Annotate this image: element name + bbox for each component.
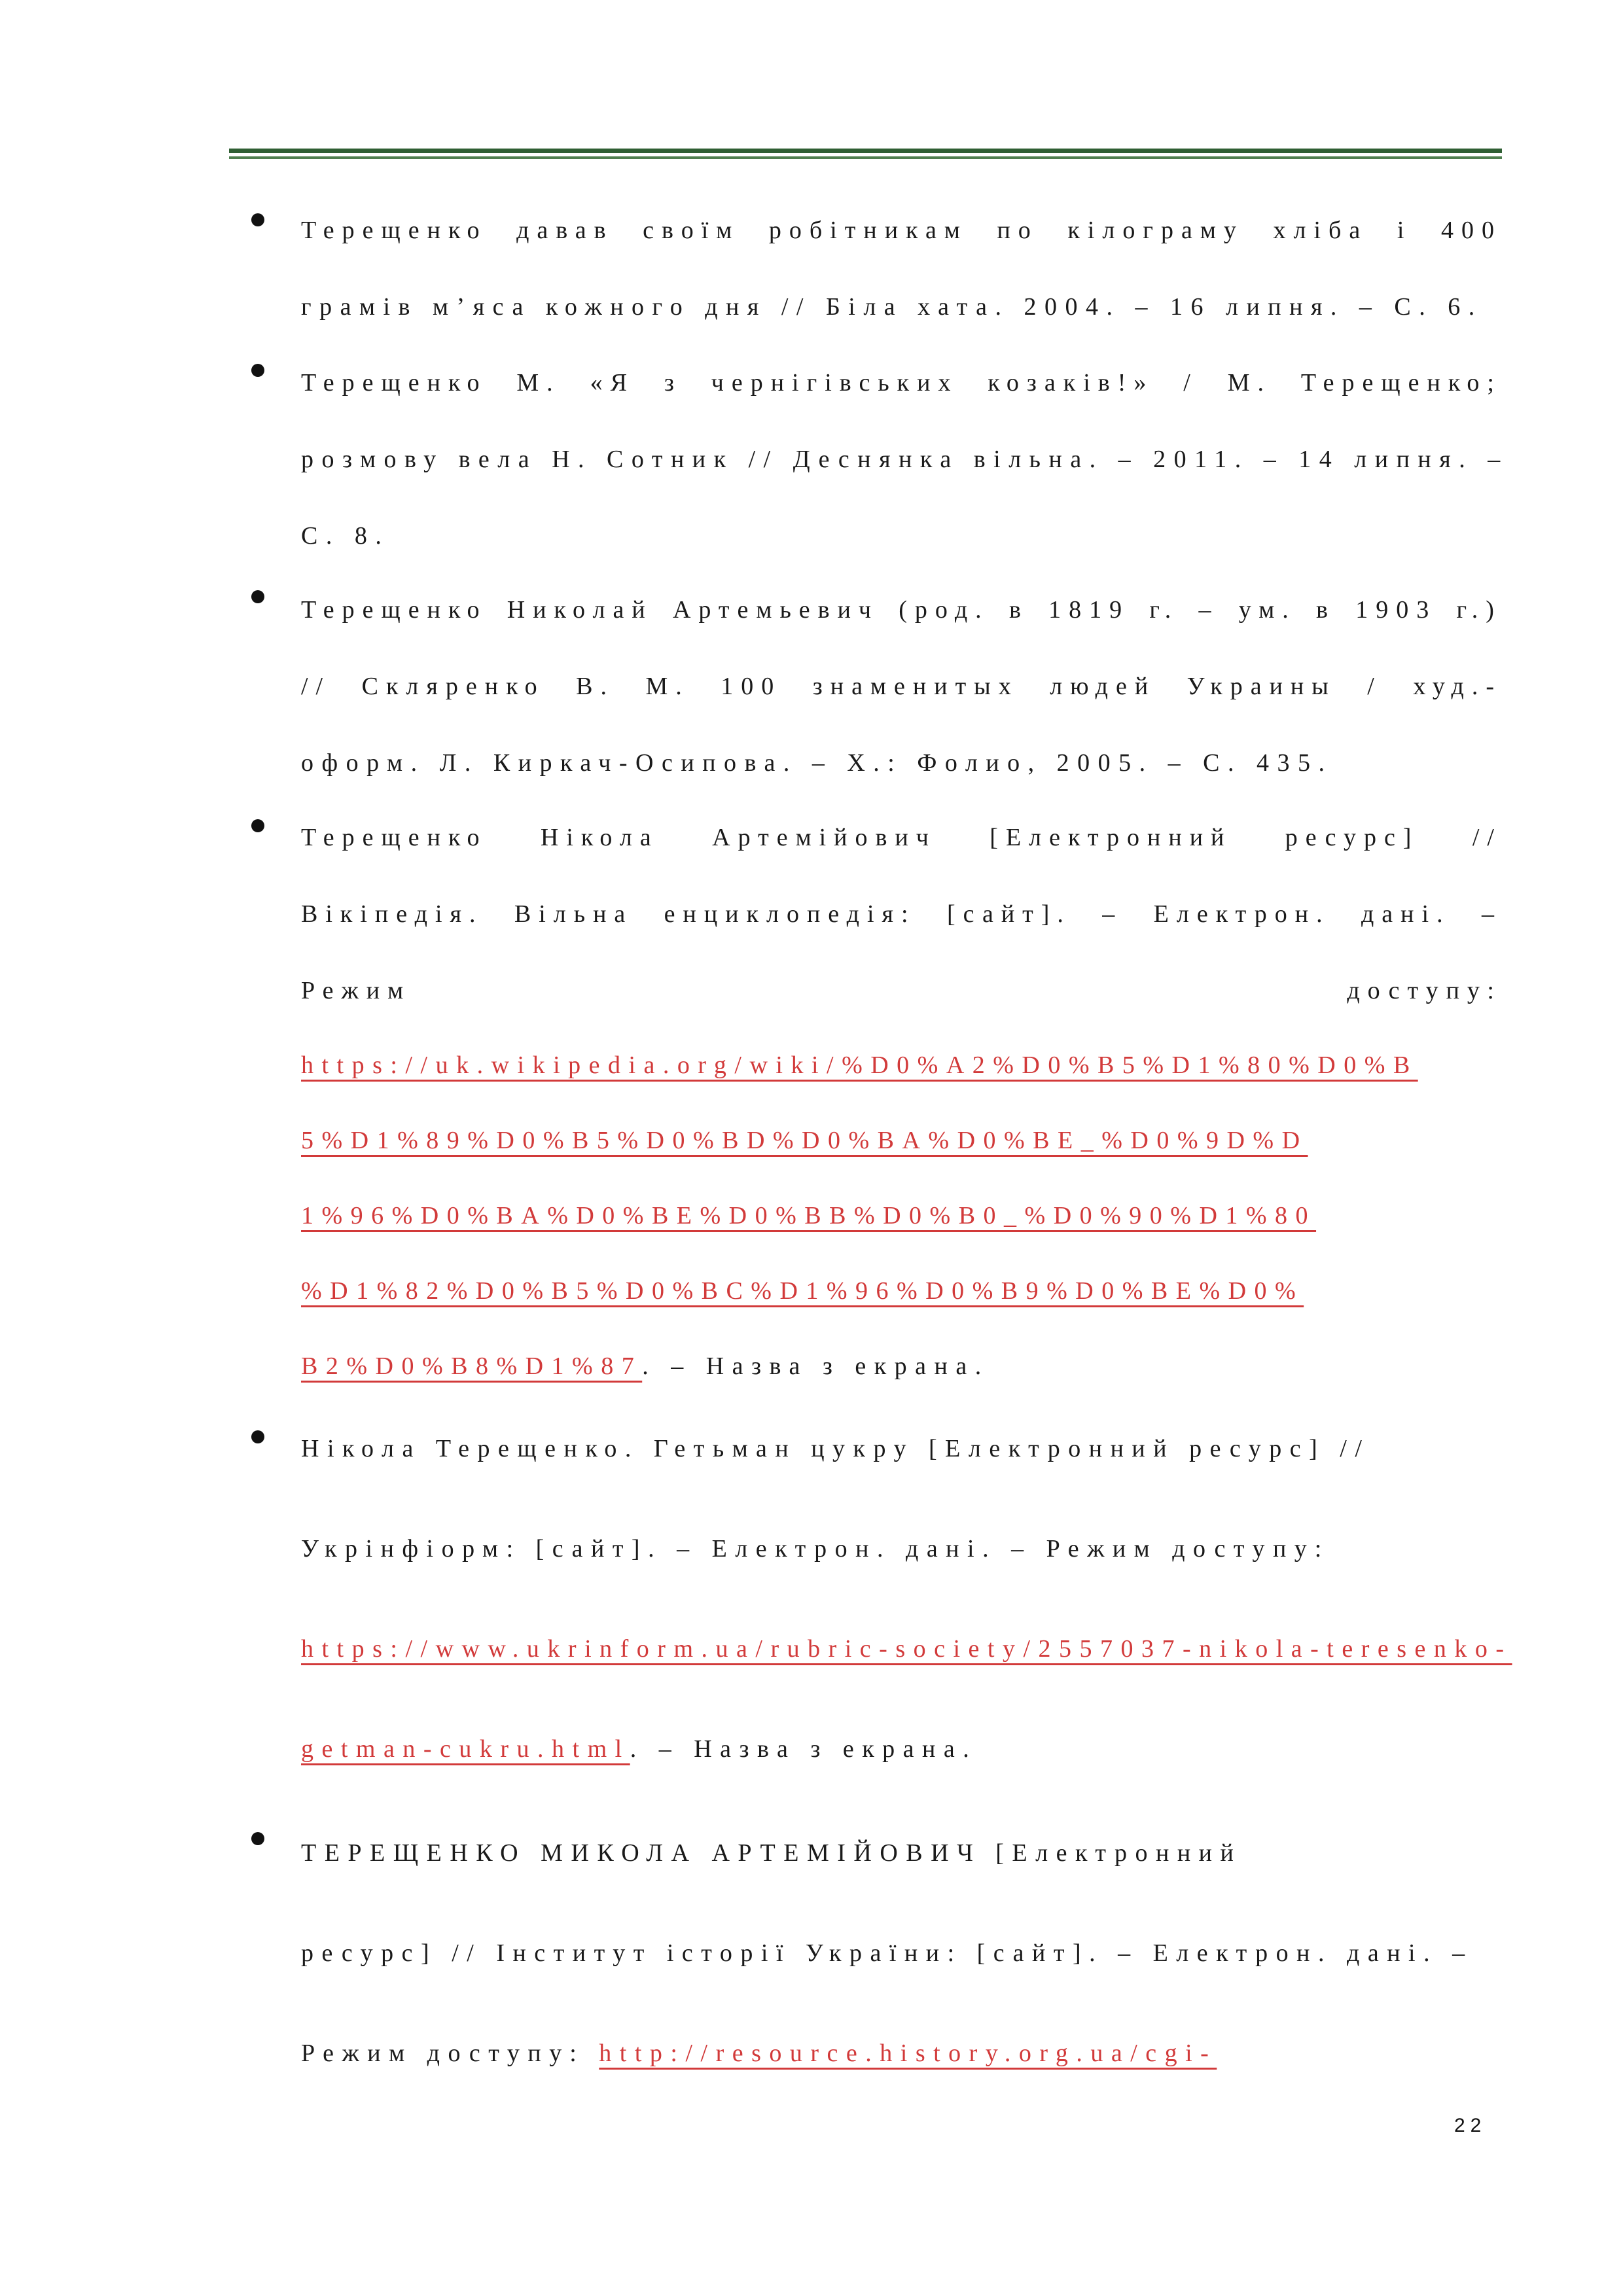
word: Терещенко xyxy=(301,824,488,851)
word: (род. xyxy=(899,596,990,624)
word: людей xyxy=(1050,673,1156,700)
word: Николай xyxy=(507,596,653,624)
bullet-icon xyxy=(251,1430,264,1443)
word: Нікола xyxy=(540,824,659,851)
word: Режим xyxy=(301,977,412,1004)
word: – xyxy=(1102,900,1123,928)
entry-line xyxy=(301,2039,1502,2068)
header-rule xyxy=(229,149,1502,153)
entry-line: грамів м’яса кожного дня // Біла хата. 2004. – 16 липня. – С. 6. xyxy=(301,293,1483,321)
ukrinform-link[interactable]: https://www.ukrinform.ua/rubric-society/2557037-nikola-teresenko- xyxy=(301,1635,1512,1663)
word: 100 xyxy=(721,673,782,700)
entry-line: ТЕРЕЩЕНКО МИКОЛА АРТЕМІЙОВИЧ [Електронний xyxy=(301,1839,1242,1867)
word: Украины xyxy=(1186,673,1336,700)
word: дані. xyxy=(1361,900,1451,928)
page-number: 22 xyxy=(1454,2115,1487,2136)
word: Вікіпедія. xyxy=(301,900,484,928)
url-line xyxy=(301,1201,1502,1230)
word: доступу: xyxy=(1347,977,1502,1004)
word: г. xyxy=(1149,596,1179,624)
entry-line: ресурс] // Інститут історії України: [сайт]. – Електрон. дані. – xyxy=(301,1939,1473,1967)
word: Артемьевич xyxy=(672,596,880,624)
wikipedia-link[interactable]: %D1%82%D0%B5%D0%BC%D1%96%D0%B9%D0%BE%D0% xyxy=(301,1277,1304,1305)
word: ум. xyxy=(1238,596,1296,624)
word: В. xyxy=(576,673,615,700)
entry-line: Укрінфіорм: [сайт]. – Електрон. дані. – Режим доступу: xyxy=(301,1535,1330,1563)
bullet-icon xyxy=(251,819,264,832)
word: 400 xyxy=(1440,217,1502,244)
bullet-icon xyxy=(251,590,264,603)
url-line xyxy=(301,1126,1502,1155)
entry-line xyxy=(301,823,1502,852)
word: Терещенко xyxy=(301,596,488,624)
url-line xyxy=(301,1051,1502,1080)
url-line xyxy=(301,1277,1502,1305)
word: – xyxy=(1198,596,1219,624)
entry-line: С. 8. xyxy=(301,522,390,550)
word: [Електронний xyxy=(990,824,1232,851)
word: і xyxy=(1397,217,1412,244)
entry-line xyxy=(301,900,1502,928)
history-org-link[interactable]: http://resource.history.org.ua/cgi- xyxy=(599,2040,1217,2067)
wikipedia-link[interactable]: https://uk.wikipedia.org/wiki/%D0%A2%D0%B5%D1%80%D0%B xyxy=(301,1051,1418,1079)
entry-line xyxy=(301,595,1502,624)
wikipedia-link[interactable]: 5%D1%89%D0%B5%D0%BD%D0%BA%D0%BE_%D0%9D%D xyxy=(301,1127,1308,1154)
word: г.) xyxy=(1456,596,1502,624)
entry-line: розмову вела Н. Сотник // Деснянка вільна. – 2011. – 14 липня. – xyxy=(301,446,1508,473)
word: по xyxy=(997,217,1039,244)
word: Терещенко xyxy=(301,217,488,244)
url-line xyxy=(301,1634,1512,1663)
word: М. xyxy=(645,673,690,700)
url-line xyxy=(301,1352,1502,1381)
word: чернігівських xyxy=(711,369,959,397)
word: своїм xyxy=(643,217,740,244)
word: Терещенко; xyxy=(1300,369,1502,397)
bullet-icon xyxy=(251,213,264,226)
word: М. xyxy=(1227,369,1272,397)
word: / xyxy=(1183,369,1198,397)
entry-line xyxy=(301,976,1502,1005)
url-line xyxy=(301,1735,1502,1763)
word: козаків!» xyxy=(988,369,1154,397)
word: давав xyxy=(516,217,614,244)
word: Артемійович xyxy=(712,824,936,851)
word: 1903 xyxy=(1355,596,1437,624)
word: – xyxy=(1481,900,1502,928)
wikipedia-link[interactable]: 1%96%D0%BA%D0%BE%D0%BB%D0%B0_%D0%90%D1%80 xyxy=(301,1202,1317,1229)
word: Електрон. xyxy=(1153,900,1330,928)
entry-line xyxy=(301,672,1502,701)
word: Скляренко xyxy=(361,673,545,700)
word: в xyxy=(1316,596,1336,624)
word: робітникам xyxy=(768,217,968,244)
word: ресурс] xyxy=(1285,824,1419,851)
word: Терещенко xyxy=(301,369,488,397)
header-rule-thin xyxy=(229,156,1502,159)
word: в xyxy=(1008,596,1029,624)
word: з xyxy=(664,369,682,397)
word: хліба xyxy=(1273,217,1368,244)
word: худ.- xyxy=(1413,673,1502,700)
word: Вільна xyxy=(514,900,633,928)
source-note: . – Назва з екрана. xyxy=(630,1735,978,1763)
word: знаменитых xyxy=(812,673,1019,700)
source-note: . – Назва з екрана. xyxy=(642,1352,990,1380)
word: // xyxy=(301,673,331,700)
entry-line xyxy=(301,368,1502,397)
bullet-icon xyxy=(251,1832,264,1845)
entry-line: Нікола Терещенко. Гетьман цукру [Електронний ресурс] // xyxy=(301,1435,1370,1462)
entry-line xyxy=(301,216,1502,245)
word: кілограму xyxy=(1067,217,1244,244)
word: [сайт]. xyxy=(946,900,1071,928)
word: 1819 xyxy=(1048,596,1130,624)
ukrinform-link[interactable]: getman-cukru.html xyxy=(301,1735,630,1763)
word: М. xyxy=(516,369,561,397)
entry-line: оформ. Л. Киркач-Осипова. – Х.: Фолио, 2005. – С. 435. xyxy=(301,749,1333,777)
word: // xyxy=(1472,824,1502,851)
word: / xyxy=(1367,673,1382,700)
word: «Я xyxy=(590,369,635,397)
wikipedia-link[interactable]: B2%D0%B8%D1%87 xyxy=(301,1352,643,1380)
access-mode-label: Режим доступу: xyxy=(301,2040,599,2067)
bullet-icon xyxy=(251,364,264,377)
word: енциклопедія: xyxy=(664,900,916,928)
